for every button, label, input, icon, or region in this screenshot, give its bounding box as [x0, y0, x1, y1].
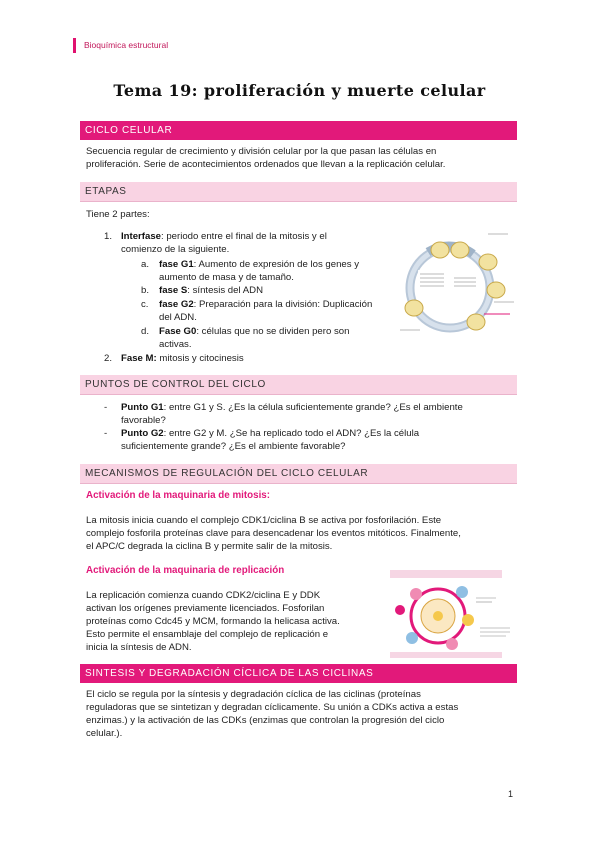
text-line: favorable?: [121, 415, 166, 427]
section-title: MECANISMOS DE REGULACIÓN DEL CICLO CELULAR: [85, 468, 369, 479]
section-etapas: [80, 182, 517, 202]
list-text: [159, 325, 394, 351]
text: mitosis y citocinesis: [156, 353, 244, 364]
list-letter: c.: [141, 299, 149, 310]
list-letter: a.: [141, 259, 150, 270]
text: : células que no se dividen pero son: [196, 326, 350, 337]
paragraph-sintesis: [86, 688, 512, 740]
term: fase S: [159, 285, 188, 296]
list-text: [159, 258, 394, 284]
section-title: PUNTOS DE CONTROL DEL CICLO: [85, 379, 266, 390]
cdk-activation-diagram: [386, 568, 516, 660]
text-line: comienzo de la siguiente.: [121, 244, 230, 256]
text: : síntesis del ADN: [187, 285, 263, 296]
text-line: inicia la síntesis de ADN.: [86, 642, 192, 654]
cell-cycle-diagram: [398, 222, 516, 350]
list-text: [121, 427, 516, 453]
etapas-intro: Tiene 2 partes:: [86, 209, 150, 220]
text-line: proliferación. Serie de acontecimientos ordenados que llevan a la replicación celular.: [86, 159, 446, 171]
page-title: Tema 19: proliferación y muerte celular: [113, 81, 486, 100]
running-header: [73, 38, 168, 53]
text-line: del ADN.: [159, 312, 197, 324]
text-line: La replicación comienza cuando CDK2/ciclina E y DDK: [86, 590, 321, 601]
text: : entre G2 y M. ¿Se ha replicado todo el ADN? ¿Es la célula: [163, 428, 420, 439]
text-line: proteínas como Cdc45 y MCM, formando la helicasa activa.: [86, 616, 340, 628]
section-sintesis: [80, 664, 517, 683]
section-title: CICLO CELULAR: [85, 125, 173, 136]
text-line: enzimas.) y la activación de las CDKs (enzimas que controlan la progresión del ciclo: [86, 715, 445, 727]
section-ciclo-celular: [80, 121, 517, 140]
section-mecanismos: [80, 464, 517, 484]
paragraph-replicacion: [86, 589, 371, 654]
text-line: activas.: [159, 339, 192, 351]
section-title: SINTESIS Y DEGRADACIÓN CÍCLICA DE LAS CICLINAS: [85, 668, 374, 679]
list-text: [121, 352, 391, 365]
subheading-mitosis: Activación de la maquinaria de mitosis:: [86, 490, 271, 501]
text-line: complejo fosforila proteínas clave para desencadenar los eventos mitóticos. Finalmente,: [86, 528, 461, 540]
paragraph-mitosis: [86, 514, 512, 553]
text-line: el APC/C degrada la ciclina B y permite salir de la mitosis.: [86, 541, 333, 553]
list-dash: -: [104, 402, 108, 413]
text: : periodo entre el final de la mitosis y el: [161, 231, 327, 242]
subheading-replicacion: Activación de la maquinaria de replicación: [86, 565, 285, 576]
text-line: activan los orígenes previamente licenciados. Fosforilan: [86, 603, 325, 615]
course-name: Bioquímica estructural: [84, 40, 169, 50]
list-text: [121, 401, 516, 427]
text-line: La mitosis inicia cuando el complejo CDK1/ciclina B se activa por fosforilación. Este: [86, 515, 442, 526]
text: : Preparación para la división: Duplicación: [193, 299, 373, 310]
list-number: 1.: [104, 231, 113, 242]
section-puntos-control: [80, 375, 517, 395]
list-text: [159, 284, 394, 297]
text-line: Esto permite el ensamblaje del complejo de replicación e: [86, 629, 329, 641]
text-line: celular.).: [86, 728, 123, 740]
text: : Aumento de expresión de los genes y: [193, 259, 360, 270]
term: Punto G1: [121, 402, 164, 413]
text: : entre G1 y S. ¿Es la célula suficientemente grande? ¿Es el ambiente: [163, 402, 463, 413]
text-line: El ciclo se regula por la síntesis y degradación cíclica de las ciclinas (proteínas: [86, 689, 421, 700]
term: Fase M:: [121, 353, 157, 364]
list-letter: b.: [141, 285, 150, 296]
term: Punto G2: [121, 428, 164, 439]
list-number: 2.: [104, 353, 113, 364]
text-line: suficientemente grande? ¿Es el ambiente favorable?: [121, 441, 346, 453]
paragraph-ciclo: [86, 145, 512, 171]
page-number: 1: [508, 789, 514, 799]
list-text: [121, 230, 391, 256]
term: fase G1: [159, 259, 194, 270]
list-dash: -: [104, 428, 108, 439]
section-title: ETAPAS: [85, 186, 127, 197]
term: Interfase: [121, 231, 161, 242]
term: fase G2: [159, 299, 194, 310]
text-line: Secuencia regular de crecimiento y división celular por la que pasan las células en: [86, 146, 437, 157]
text-line: reguladoras que se sintetizan y degradan cíclicamente. Su unión a CDKs activa a estas: [86, 702, 459, 714]
list-letter: d.: [141, 326, 150, 337]
list-text: [159, 298, 399, 324]
text-line: aumento de masa y de tamaño.: [159, 272, 294, 284]
term: Fase G0: [159, 326, 197, 337]
